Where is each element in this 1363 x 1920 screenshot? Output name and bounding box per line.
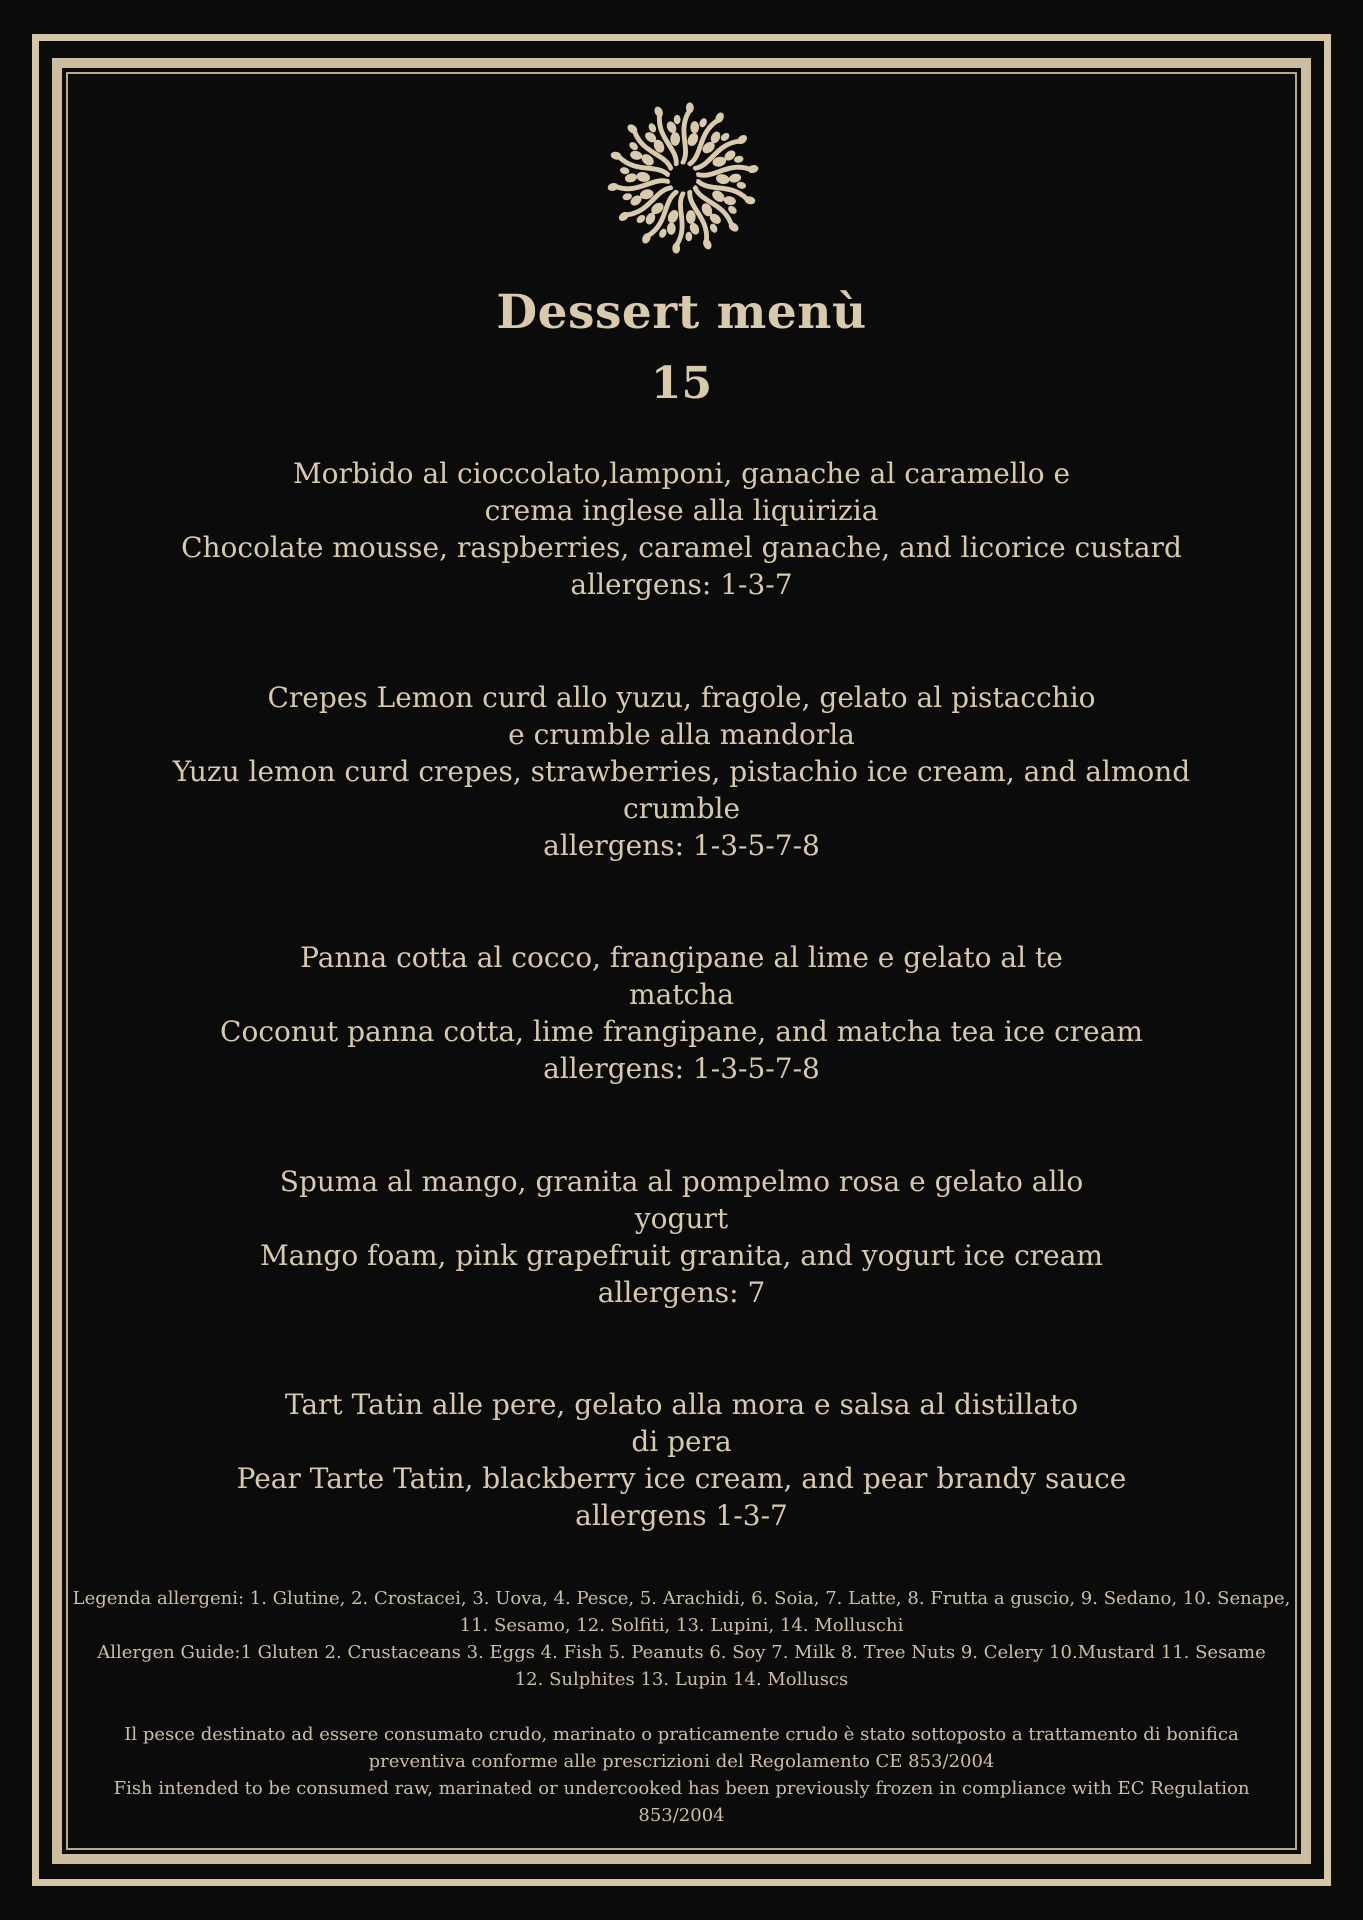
dish-italian-line: Crepes Lemon curd allo yuzu, fragole, gelato al pistacchio [267,681,1096,714]
legend-italian-line: Legenda allergeni: 1. Glutine, 2. Crostacei, 3. Uova, 4. Pesce, 5. Arachidi, 6. Soia, 7. Latte, 8. Frutta a guscio, 9. Sedano, 10. Senape, [72,1588,1291,1609]
allergen-legend [72,1585,1291,1829]
dish-italian-line: Panna cotta al cocco, frangipane al lime e gelato al te [300,941,1063,974]
fish-notice-italian-line: preventiva conforme alle prescrizioni del Regolamento CE 853/2004 [368,1751,995,1772]
legend-english-line: 12. Sulphites 13. Lupin 14. Molluscs [514,1669,849,1690]
dish-italian-line: crema inglese alla liquirizia [484,494,879,527]
legend-english-line: Allergen Guide:1 Gluten 2. Crustaceans 3. Eggs 4. Fish 5. Peanuts 6. Soy 7. Milk 8. Tree Nuts 9. Celery 10.Mustard 11. Sesame [97,1642,1266,1663]
dish-item [142,939,1221,1087]
dish-item [142,1386,1221,1534]
dish-italian-line: matcha [629,978,734,1011]
dish-item [142,679,1221,864]
dish-english-line: Coconut panna cotta, lime frangipane, and matcha tea ice cream [220,1015,1143,1048]
dish-allergens: allergens: 1-3-5-7-8 [543,1052,820,1085]
dish-italian-line: Spuma al mango, granita al pompelmo rosa e gelato allo [279,1165,1084,1198]
dish-item [142,455,1221,603]
spacer [72,1693,1291,1721]
dish-italian-line: Tart Tatin alle pere, gelato alla mora e salsa al distillato [284,1388,1079,1421]
menu-price: 15 [650,358,713,409]
floral-mandala-icon [605,100,761,256]
dish-english-line: Chocolate mousse, raspberries, caramel ganache, and licorice custard [181,531,1182,564]
dish-english-line: Mango foam, pink grapefruit granita, and yogurt ice cream [260,1239,1103,1272]
fish-notice-english-line: Fish intended to be consumed raw, marinated or undercooked has been previously frozen in compliance with EC Regulation [113,1778,1250,1799]
fish-notice-english-line: 853/2004 [638,1805,725,1826]
legend-italian-line: 11. Sesamo, 12. Solfiti, 13. Lupini, 14. Molluschi [459,1615,904,1636]
dish-italian-line: yogurt [634,1202,729,1235]
dish-english-line: crumble [622,792,741,825]
dish-item [142,1163,1221,1311]
menu-title: Dessert menù [496,285,867,340]
dish-italian-line: e crumble alla mandorla [508,718,855,751]
dish-italian-line: di pera [631,1425,732,1458]
fish-notice-italian-line: Il pesce destinato ad essere consumato crudo, marinato o praticamente crudo è stato sottoposto a trattamento di bonifica [124,1724,1239,1745]
dish-allergens: allergens 1-3-7 [575,1499,788,1532]
dish-allergens: allergens: 1-3-7 [570,568,793,601]
dish-allergens: allergens: 1-3-5-7-8 [543,829,820,862]
dish-allergens: allergens: 7 [597,1276,766,1309]
dish-italian-line: Morbido al cioccolato,lamponi, ganache al caramello e [292,457,1071,490]
dish-english-line: Pear Tarte Tatin, blackberry ice cream, and pear brandy sauce [236,1462,1127,1495]
menu-content [72,70,1291,1850]
dish-english-line: Yuzu lemon curd crepes, strawberries, pistachio ice cream, and almond [172,755,1191,788]
